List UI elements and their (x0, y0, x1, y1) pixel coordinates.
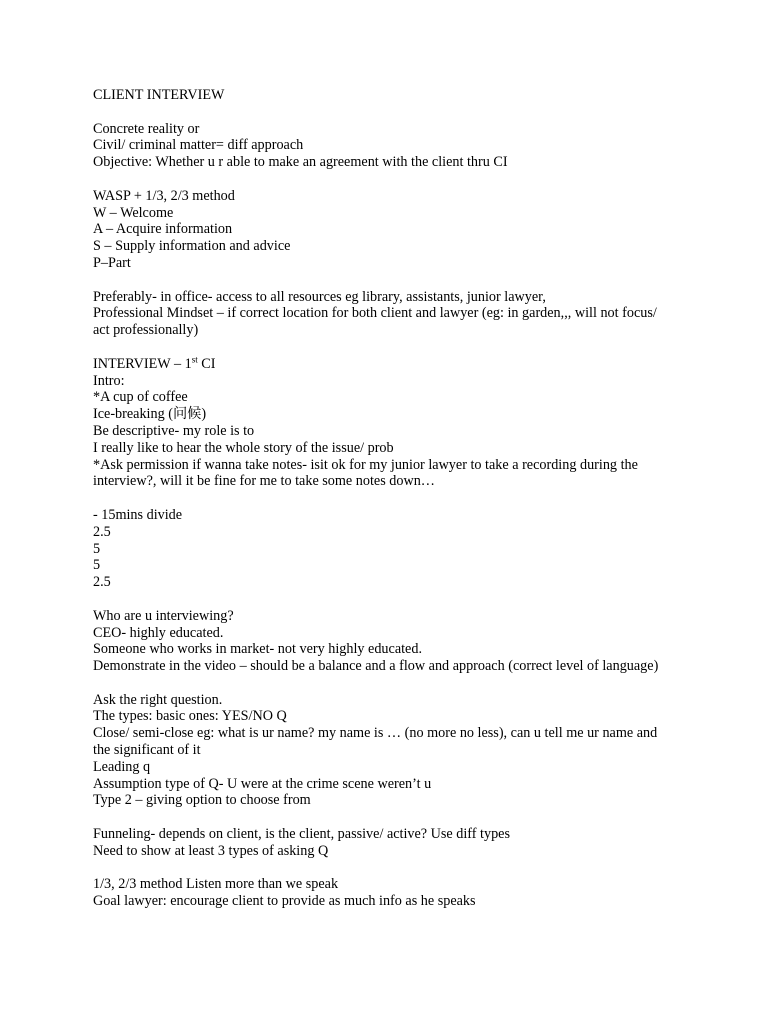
questions-type2: Type 2 – giving option to choose from (93, 792, 311, 809)
questions-heading: Ask the right question. (93, 691, 223, 708)
timing-heading: - 15mins divide (93, 506, 183, 523)
document-title: CLIENT INTERVIEW (93, 87, 225, 103)
funneling-line: Funneling- depends on client, is the client, passive/ active? Use diff types (93, 826, 510, 843)
wasp-item-p: P–Part (93, 254, 131, 271)
timing-value: 2.5 (93, 523, 111, 540)
icebreak-line: Ice-breaking (问候) (93, 406, 207, 423)
questions-assumption: Assumption type of Q- U were at the crime scene weren’t u (93, 775, 432, 792)
intro-line: Civil/ criminal matter= diff approach (93, 137, 304, 154)
wasp-item-w: W – Welcome (93, 204, 174, 221)
timing-value: 5 (93, 557, 101, 574)
document-page (93, 87, 733, 910)
spacer (93, 104, 733, 121)
audience-ceo: CEO- highly educated. (93, 624, 224, 641)
wasp-heading: WASP + 1/3, 2/3 method (93, 187, 235, 204)
timing-value: 5 (93, 540, 101, 557)
wasp-item-a: A – Acquire information (93, 221, 233, 238)
spacer (93, 171, 733, 188)
interview-heading-text: INTERVIEW – 1 (93, 355, 192, 372)
funneling-line: Need to show at least 3 types of asking Q (93, 842, 329, 859)
audience-question: Who are u interviewing? (93, 607, 234, 624)
spacer (93, 860, 733, 877)
spacer (93, 272, 733, 289)
location-line: Preferably- in office- access to all resources eg library, assistants, junior lawyer, (93, 288, 546, 305)
questions-leading: Leading q (93, 758, 151, 775)
permission-paragraph: *Ask permission if wanna take notes- isit ok for my junior lawyer to take a recording during the interview?, will it be fine for me to take some notes down… (93, 456, 638, 490)
intro-line: Concrete reality or (93, 120, 200, 137)
goal-line: Goal lawyer: encourage client to provide as much info as he speaks (93, 893, 476, 910)
coffee-line: *A cup of coffee (93, 389, 188, 406)
timing-value: 2.5 (93, 574, 111, 591)
spacer (93, 490, 733, 507)
story-line: I really like to hear the whole story of the issue/ prob (93, 439, 394, 456)
spacer (93, 591, 733, 608)
spacer (93, 675, 733, 692)
interview-heading (93, 356, 733, 373)
ordinal-suffix: st (191, 354, 198, 365)
intro-label: Intro: (93, 372, 125, 389)
interview-heading-tail: CI (197, 355, 216, 372)
audience-market: Someone who works in market- not very highly educated. (93, 641, 422, 658)
spacer (93, 809, 733, 826)
questions-types: The types: basic ones: YES/NO Q (93, 708, 287, 725)
spacer (93, 339, 733, 356)
descriptive-line: Be descriptive- my role is to (93, 422, 255, 439)
objective-line: Objective: Whether u r able to make an agreement with the client thru CI (93, 154, 508, 171)
questions-close-paragraph: Close/ semi-close eg: what is ur name? my name is … (no more no less), can u tell me ur name and the significant of it (93, 725, 658, 759)
demonstrate-paragraph: Demonstrate in the video – should be a balance and a flow and approach (correct level of language) (93, 658, 659, 675)
method-line: 1/3, 2/3 method Listen more than we speak (93, 876, 339, 893)
wasp-item-s: S – Supply information and advice (93, 238, 291, 255)
mindset-paragraph: Professional Mindset – if correct location for both client and lawyer (eg: in garden,,, will not focus/ act professionally) (93, 305, 657, 339)
